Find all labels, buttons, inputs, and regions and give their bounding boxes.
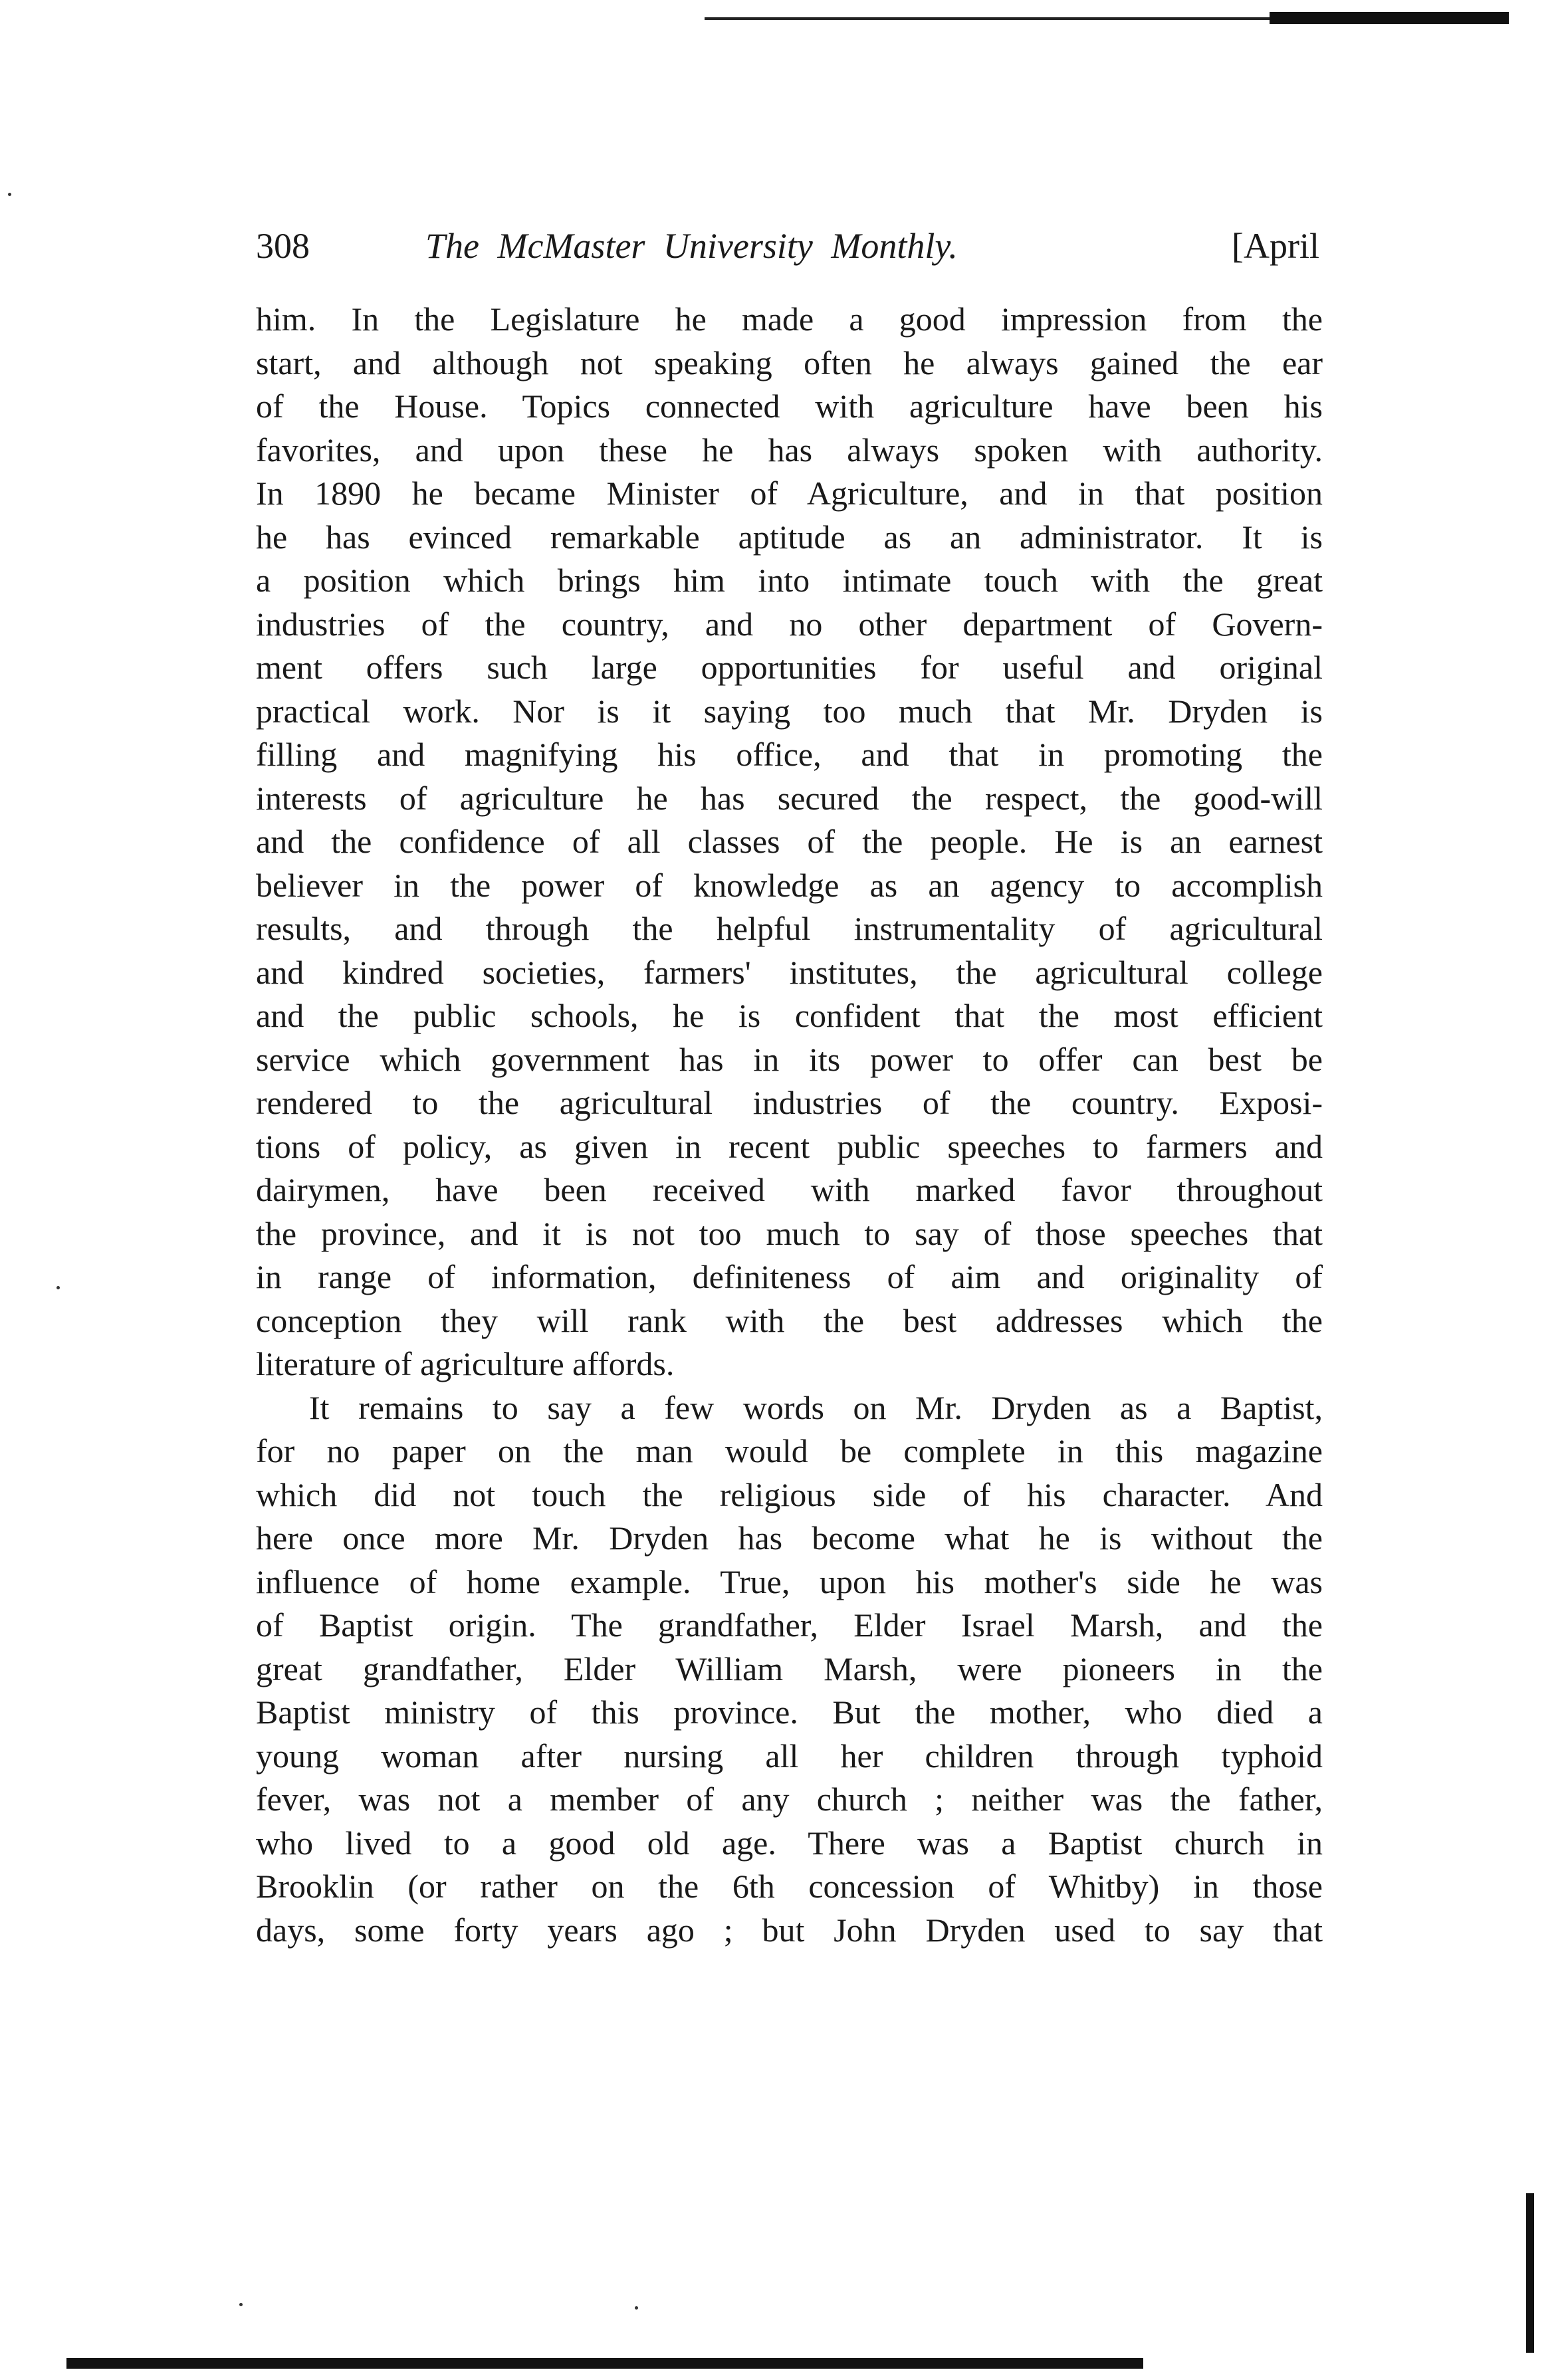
text-line: and kindred societies, farmers' institutes, the agricultural college bbox=[256, 953, 1323, 991]
text-line: start, and although not speaking often he always gained the ear bbox=[256, 344, 1323, 381]
text-line: conception they will rank with the best addresses which the bbox=[256, 1301, 1323, 1339]
page-number: 308 bbox=[256, 226, 310, 266]
bottom-border-rule bbox=[66, 2358, 1143, 2369]
text-line: a position which brings him into intimate touch with the great bbox=[256, 562, 1323, 599]
text-line: ment offers such large opportunities for useful and original bbox=[256, 649, 1323, 686]
text-line: service which government has in its power to offer can best be bbox=[256, 1040, 1323, 1078]
text-line: It remains to say a few words on Mr. Dryden as a Baptist, bbox=[309, 1388, 1323, 1426]
scan-speck bbox=[8, 193, 11, 196]
top-border-rule bbox=[705, 12, 1509, 27]
text-line: in range of information, definiteness of aim and originality of bbox=[256, 1258, 1323, 1295]
text-line: who lived to a good old age. There was a Baptist church in bbox=[256, 1824, 1323, 1862]
running-head bbox=[256, 219, 1319, 272]
text-line: interests of agriculture he has secured the respect, the good-will bbox=[256, 779, 1323, 817]
text-line: of Baptist origin. The grandfather, Elder Israel Marsh, and the bbox=[256, 1606, 1323, 1644]
top-rule-thick-line bbox=[1270, 12, 1509, 24]
article-body bbox=[256, 298, 1323, 1952]
text-line: filling and magnifying his office, and that in promoting the bbox=[256, 736, 1323, 773]
text-line: of the House. Topics connected with agriculture have been his bbox=[256, 387, 1323, 425]
text-line: Baptist ministry of this province. But the mother, who died a bbox=[256, 1693, 1323, 1731]
text-line: industries of the country, and no other department of Govern- bbox=[256, 605, 1323, 643]
scan-speck bbox=[56, 1286, 60, 1289]
text-line: believer in the power of knowledge as an agency to accomplish bbox=[256, 866, 1323, 904]
text-line: fever, was not a member of any church ; neither was the father, bbox=[256, 1781, 1323, 1818]
text-line: practical work. Nor is it saying too much that Mr. Dryden is bbox=[256, 692, 1323, 730]
text-line: him. In the Legislature he made a good impression from the bbox=[256, 300, 1323, 338]
text-line: the province, and it is not too much to say of those speeches that bbox=[256, 1214, 1323, 1252]
paragraph-2 bbox=[256, 1386, 1323, 1953]
text-line: favorites, and upon these he has always spoken with authority. bbox=[256, 431, 1323, 469]
text-line: young woman after nursing all her children through typhoid bbox=[256, 1737, 1323, 1775]
text-line: tions of policy, as given in recent public speeches to farmers and bbox=[256, 1127, 1323, 1165]
text-line: he has evinced remarkable aptitude as an administrator. It is bbox=[256, 518, 1323, 556]
text-line: influence of home example. True, upon his mother's side he was bbox=[256, 1563, 1323, 1600]
journal-title: The McMaster University Monthly. bbox=[425, 226, 958, 266]
text-line: for no paper on the man would be complete in this magazine bbox=[256, 1432, 1323, 1469]
scan-speck bbox=[635, 2306, 638, 2310]
text-line: and the public schools, he is confident that the most efficient bbox=[256, 997, 1323, 1034]
text-line: and the confidence of all classes of the people. He is an earnest bbox=[256, 823, 1323, 860]
text-line: rendered to the agricultural industries of the country. Exposi- bbox=[256, 1084, 1323, 1121]
paragraph-1 bbox=[256, 298, 1323, 1386]
text-line: here once more Mr. Dryden has become what he is without the bbox=[256, 1519, 1323, 1557]
text-line: days, some forty years ago ; but John Dryden used to say that bbox=[256, 1911, 1323, 1949]
text-line: literature of agriculture affords. bbox=[256, 1345, 675, 1382]
text-line: which did not touch the religious side of his character. And bbox=[256, 1475, 1323, 1513]
issue-month: [April bbox=[1232, 226, 1319, 266]
text-line: In 1890 he became Minister of Agriculture, and in that position bbox=[256, 475, 1323, 512]
text-line: great grandfather, Elder William Marsh, were pioneers in the bbox=[256, 1650, 1323, 1687]
text-line: results, and through the helpful instrumentality of agricultural bbox=[256, 910, 1323, 947]
text-line: Brooklin (or rather on the 6th concession of Whitby) in those bbox=[256, 1868, 1323, 1905]
text-line: dairymen, have been received with marked favor throughout bbox=[256, 1171, 1323, 1208]
scan-speck bbox=[239, 2303, 243, 2306]
page-edge-shadow bbox=[1526, 2193, 1534, 2353]
